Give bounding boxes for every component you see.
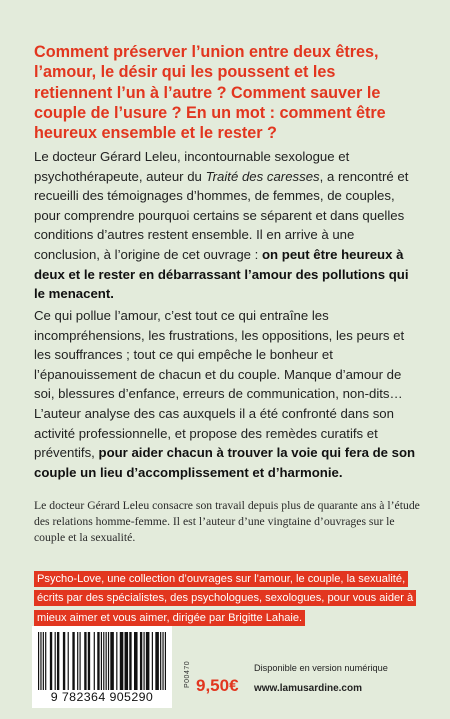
barcode-bars: [38, 632, 166, 690]
barcode-bar: [160, 632, 161, 690]
barcode-bar: [106, 632, 107, 690]
barcode-bar: [140, 632, 142, 690]
barcode-bar: [129, 632, 131, 690]
para2-text: Ce qui pollue l’amour, c’est tout ce qui entraîne les incompréhensions, les frustrations, les oppositions, les peurs et les souffrances ; tout ce qui empêche le bonheur et l’épanouissement de chacun et du couple. Manque d’amour de soi, blessures d’enfance, erreurs de communication, non-dits… L’auteur analyse des cas auxquels il a été confronté dans son activité professionnelle, et propose des remèdes curatifs et préventifs,: [34, 308, 405, 461]
book-title: Traité des caresses: [205, 168, 320, 184]
para1-bold: on peut être heureux à deux et le rester en débarrassant l’amour des pollutions qui le menacent.: [34, 246, 409, 302]
barcode-bar: [146, 632, 150, 690]
barcode-bar: [94, 632, 95, 690]
barcode-bar: [165, 632, 166, 690]
collection-blurb: [34, 570, 424, 628]
barcode-bar: [155, 632, 159, 690]
description-paragraph-1: [34, 147, 422, 304]
barcode-bar: [45, 632, 46, 690]
barcode-bar: [43, 632, 44, 690]
isbn-number: 9 782364 905290: [50, 690, 154, 704]
author-bio: Le docteur Gérard Leleu consacre son travail depuis plus de quarante ans à l’étude des relations homme-femme. Il est l’auteur d’une vingtaine d’ouvrages sur le couple et la sexualité.: [34, 499, 420, 545]
para2-bold: pour aider chacun à trouver la voie qui fera de son couple un lieu d’accomplissement et d’harmonie.: [34, 445, 416, 480]
barcode-bar: [84, 632, 86, 690]
barcode-bar: [50, 632, 52, 690]
barcode-bar: [57, 632, 59, 690]
barcode-bar: [162, 632, 163, 690]
barcode-bar: [103, 632, 104, 690]
barcode-bar: [40, 632, 41, 690]
barcode-bar: [108, 632, 109, 690]
barcode: [32, 626, 172, 708]
barcode-bar: [97, 632, 99, 690]
barcode-bar: [116, 632, 117, 690]
barcode-bar: [38, 632, 39, 690]
barcode-bar: [72, 632, 74, 690]
barcode-bar: [101, 632, 102, 690]
digital-availability: Disponible en version numérique: [254, 663, 388, 673]
collection-text: Psycho-Love, une collection d’ouvrages sur l’amour, le couple, la sexualité, écrits par des spécialistes, des psychologues, sexologues, pour vous aider à mieux aimer et vous aimer, dirigée par Brigitte Lahaie.: [34, 571, 416, 626]
barcode-bar: [152, 632, 153, 690]
barcode-bar: [63, 632, 65, 690]
para1-text2: , a rencontré et recueilli des témoignages d’hommes, de femmes, de couples, pour comprendre pourquoi certains se séparent et dans quelles conditions d’autres restent ensemble. Il en arrive à une conclusion, à l’origine de cet ouvrage :: [34, 168, 409, 262]
barcode-bar: [143, 632, 144, 690]
barcode-bar: [125, 632, 129, 690]
headline: Comment préserver l’union entre deux êtres, l’amour, le désir qui les poussent et les retiennent l’un à l’autre ? Comment sauver le couple de l’usure ? En un mot : comment être heureux ensemble et le rester ?: [34, 43, 386, 143]
price: 9,50€: [196, 676, 239, 695]
description-paragraph-2: [34, 306, 422, 482]
product-code: P00470: [184, 660, 191, 688]
publisher-website: www.lamusardine.com: [254, 683, 362, 694]
barcode-bar: [134, 632, 138, 690]
barcode-bar: [79, 632, 80, 690]
barcode-bar: [68, 632, 69, 690]
barcode-bar: [77, 632, 78, 690]
barcode-bar: [88, 632, 90, 690]
barcode-bar: [55, 632, 56, 690]
para1-text1: Le docteur Gérard Leleu, incontournable sexologue et psychothérapeute, auteur du: [34, 149, 350, 184]
barcode-bar: [110, 632, 114, 690]
barcode-bar: [120, 632, 124, 690]
